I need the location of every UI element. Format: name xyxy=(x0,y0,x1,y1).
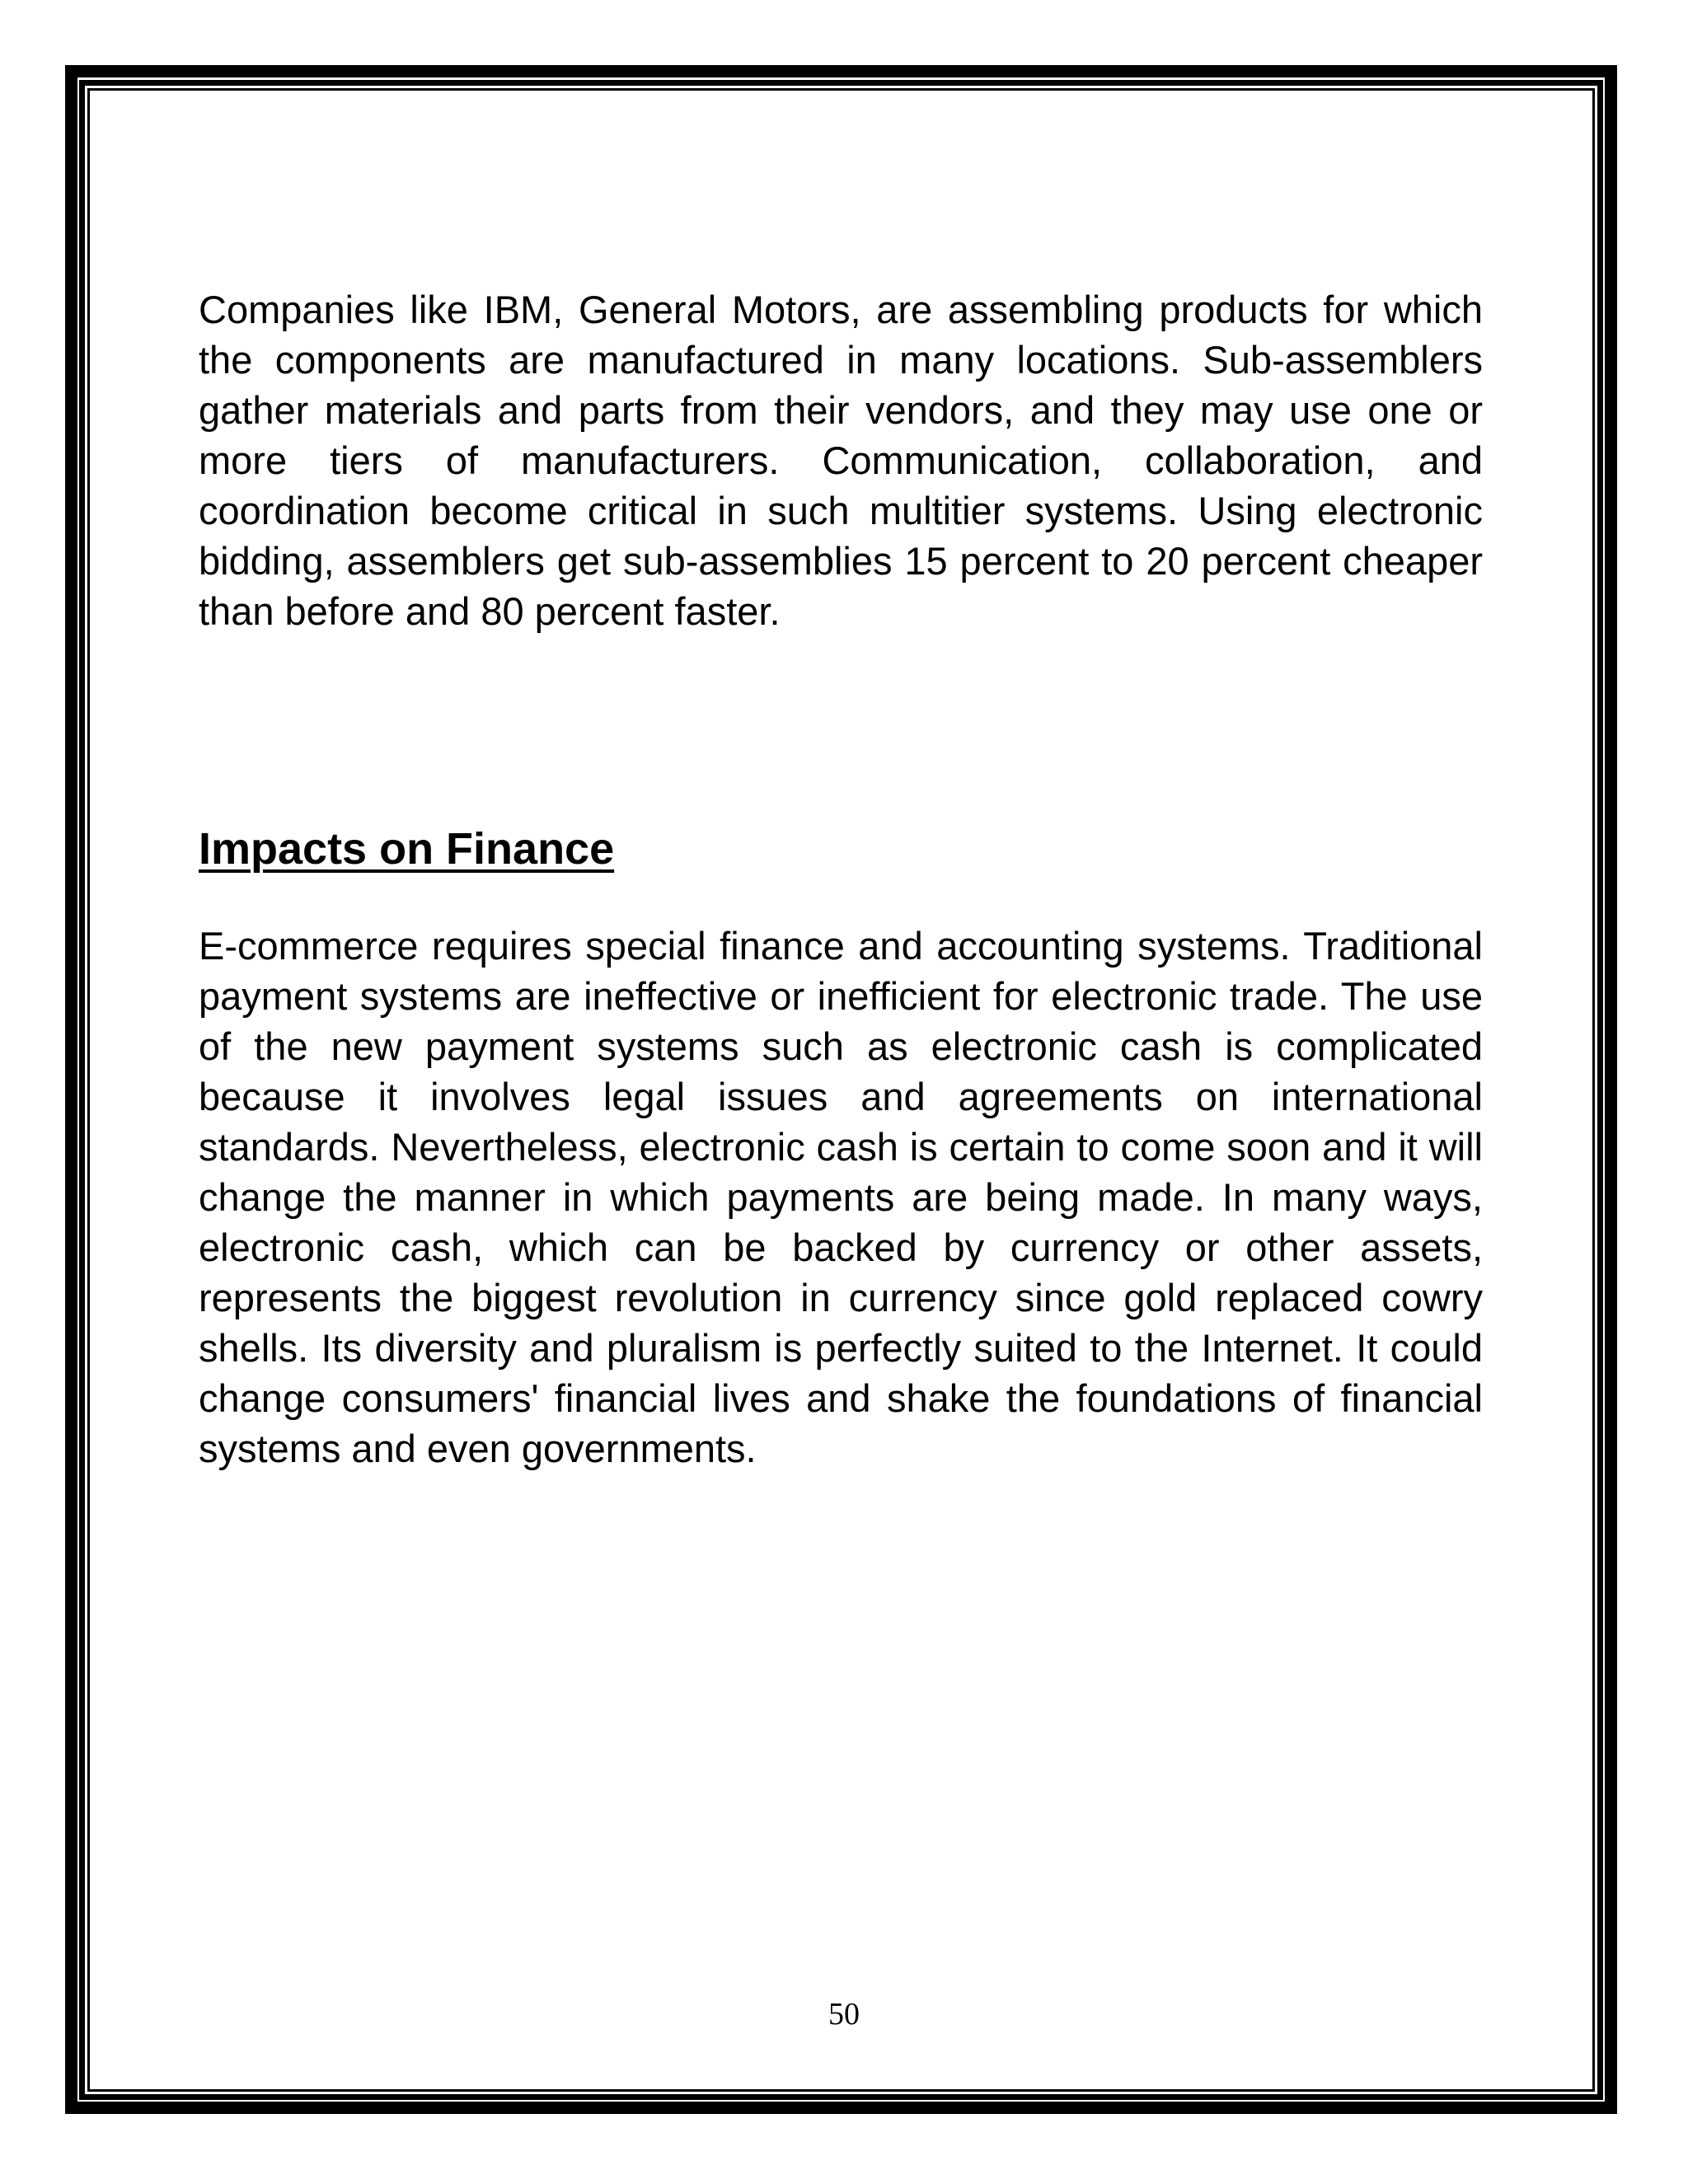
body-paragraph-finance: E-commerce requires special finance and accounting systems. Traditional payment systems are ineffective or inefficient for electronic trade. The use of the new payment systems such as electronic cash is complicated because it involves legal issues and agreements on international standards. Nevertheless, electronic cash is certain to come soon and it will change the manner in which payments are being made. In many ways, electronic cash, which can be backed by currency or other assets, represents the biggest revolution in currency since gold replaced cowry shells. Its diversity and pluralism is perfectly suited to the Internet. It could change consumers' financial lives and shake the foundations of financial systems and even governments. xyxy=(199,924,1483,1470)
body-paragraph-assembly: Companies like IBM, General Motors, are assembling products for which the components are manufactured in many locations. Sub-assemblers gather materials and parts from their vendors, and they may use one or more tiers of manufacturers. Communication, collaboration, and coordination become critical in such multitier systems. Using electronic bidding, assemblers get sub-assemblies 15 percent to 20 percent cheaper than before and 80 percent faster. xyxy=(199,288,1483,633)
section-heading: Impacts on Finance xyxy=(199,824,615,874)
page-number: 50 xyxy=(828,1997,860,2032)
